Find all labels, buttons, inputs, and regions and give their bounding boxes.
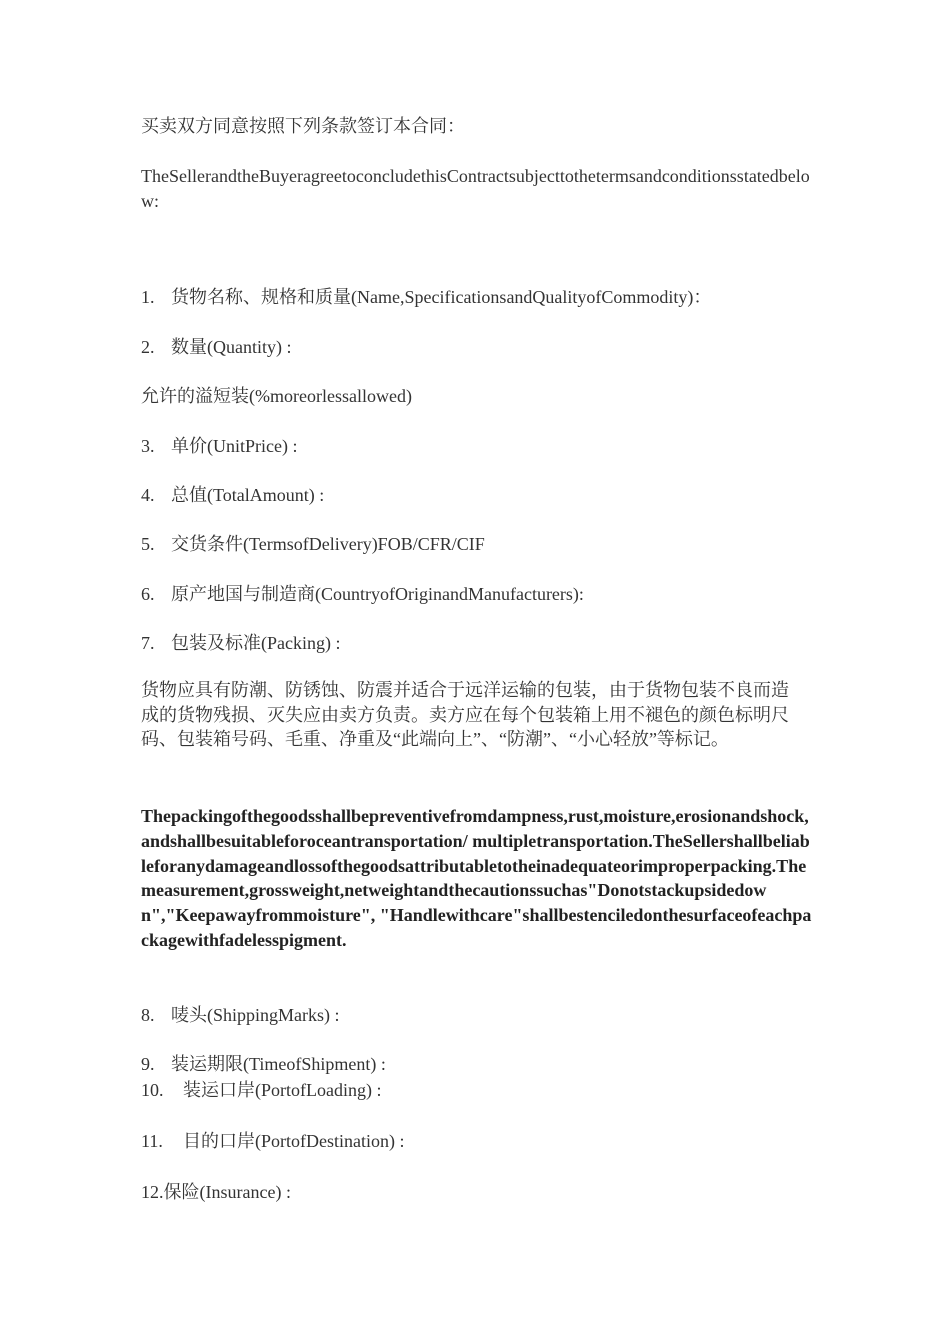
clause-text: 总值(TotalAmount) : bbox=[171, 485, 325, 505]
clause-11 bbox=[141, 1129, 404, 1153]
clause-10 bbox=[141, 1078, 381, 1102]
clause-8 bbox=[141, 1003, 340, 1027]
clause-number: 4. bbox=[141, 485, 155, 505]
clause-5 bbox=[141, 532, 485, 556]
clause-number: 2. bbox=[141, 337, 155, 357]
clause-text: 单价(UnitPrice) : bbox=[171, 436, 298, 456]
packing-paragraph-english: Thepackingofthegoodsshallbepreventivefromdampness,rust,moisture,erosionandshock,andshallbesuitableforoceantransportation/ multipletransportation.TheSellershallbeliableforanydamageandlossofthegoodsattributabletotheinadequateorimproperpacking.Themeasurement,grossweight,netweightandthecautionssuchas"Donotstackupsidedown","Keepawayfrommoisture", "Handlewithcare"shallbestenciledonthesurfaceofeachpackagewithfadelesspigment. bbox=[141, 806, 812, 950]
clause-text: 唛头(ShippingMarks) : bbox=[171, 1005, 340, 1025]
clause-6 bbox=[141, 582, 584, 606]
clause-number: 5. bbox=[141, 534, 155, 554]
clause-text: 包装及标准(Packing) : bbox=[171, 633, 341, 653]
clause-text: 数量(Quantity) : bbox=[171, 337, 292, 357]
clause-12 bbox=[141, 1180, 291, 1204]
clause-text: 允许的溢短装(%moreorlessallowed) bbox=[141, 386, 412, 406]
clause-text: 货物名称、规格和质量(Name,SpecificationsandQualityofCommodity)： bbox=[171, 287, 712, 307]
clause-number: 11. bbox=[141, 1131, 163, 1151]
clause-number: 10. bbox=[141, 1080, 164, 1100]
clause-number: 3. bbox=[141, 436, 155, 456]
clause-9 bbox=[141, 1052, 386, 1076]
clause-text: 目的口岸(PortofDestination) : bbox=[183, 1131, 405, 1151]
clause-number: 6. bbox=[141, 584, 155, 604]
clause-number: 9. bbox=[141, 1054, 155, 1074]
packing-paragraph-chinese: 货物应具有防潮、防锈蚀、防震并适合于远洋运输的包装，由于货物包装不良而造成的货物残损、灭失应由卖方负责。卖方应在每个包装箱上用不褪色的颜色标明尺码、包装箱号码、毛重、净重及“此端向上”、“防潮”、“小心轻放”等标记。 bbox=[141, 680, 789, 749]
clause-4 bbox=[141, 483, 324, 507]
clause-1 bbox=[141, 285, 711, 309]
clause-text: 装运期限(TimeofShipment) : bbox=[171, 1054, 386, 1074]
clause-2 bbox=[141, 335, 291, 359]
clause-text: 交货条件(TermsofDelivery)FOB/CFR/CIF bbox=[171, 534, 485, 554]
clause-3 bbox=[141, 434, 297, 458]
clause-number: 8. bbox=[141, 1005, 155, 1025]
clause-text: 装运口岸(PortofLoading) : bbox=[183, 1080, 382, 1100]
clause-text: 12.保险(Insurance) : bbox=[141, 1182, 291, 1202]
clause-7 bbox=[141, 631, 340, 655]
intro-chinese: 买卖双方同意按照下列条款签订本合同： bbox=[141, 116, 465, 136]
intro-english: TheSellerandtheBuyeragreetoconcludethisContractsubjecttothetermsandconditionsstatedbelow: bbox=[141, 166, 810, 211]
clause-number: 7. bbox=[141, 633, 155, 653]
clause-2-tolerance bbox=[141, 384, 412, 408]
clause-text: 原产地国与制造商(CountryofOriginandManufacturers): bbox=[171, 584, 584, 604]
clause-number: 1. bbox=[141, 287, 155, 307]
